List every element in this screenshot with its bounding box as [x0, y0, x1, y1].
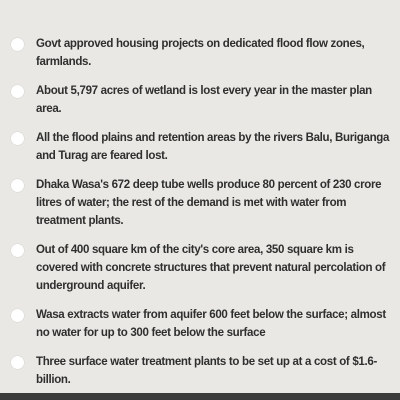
- bullet-dot-icon: [11, 132, 24, 145]
- bullet-dot-icon: [11, 179, 24, 192]
- list-item: [0, 34, 400, 70]
- list-item-text: About 5,797 acres of wetland is lost every year in the master plan area.: [36, 83, 372, 115]
- bullet-dot-icon: [11, 309, 24, 322]
- list-item: [0, 240, 400, 294]
- bullet-dot-icon: [11, 38, 24, 51]
- list-item: [0, 305, 400, 341]
- list-item: [0, 175, 400, 229]
- bullet-dot-icon: [11, 356, 24, 369]
- facts-list: [0, 34, 400, 399]
- list-item-text: All the flood plains and retention areas by the rivers Balu, Buriganga and Turag are feared lost.: [36, 130, 390, 162]
- list-item-text: Dhaka Wasa's 672 deep tube wells produce 80 percent of 230 crore litres of water; the rest of the demand is met with water from treatment plants.: [36, 177, 382, 227]
- list-item: [0, 128, 400, 164]
- list-item-text: Out of 400 square km of the city's core area, 350 square km is covered with concrete structures that prevent natural percolation of underground aquifer.: [36, 242, 386, 292]
- bullet-dot-icon: [11, 85, 24, 98]
- bullet-dot-icon: [11, 244, 24, 257]
- list-item-text: Govt approved housing projects on dedicated flood flow zones, farmlands.: [36, 36, 365, 68]
- list-item: [0, 352, 400, 388]
- bottom-bar: [0, 393, 400, 400]
- list-item: [0, 81, 400, 117]
- list-item-text: Three surface water treatment plants to be set up at a cost of $1.6-billion.: [36, 354, 377, 386]
- list-item-text: Wasa extracts water from aquifer 600 feet below the surface; almost no water for up to 300 feet below the surface: [36, 307, 386, 339]
